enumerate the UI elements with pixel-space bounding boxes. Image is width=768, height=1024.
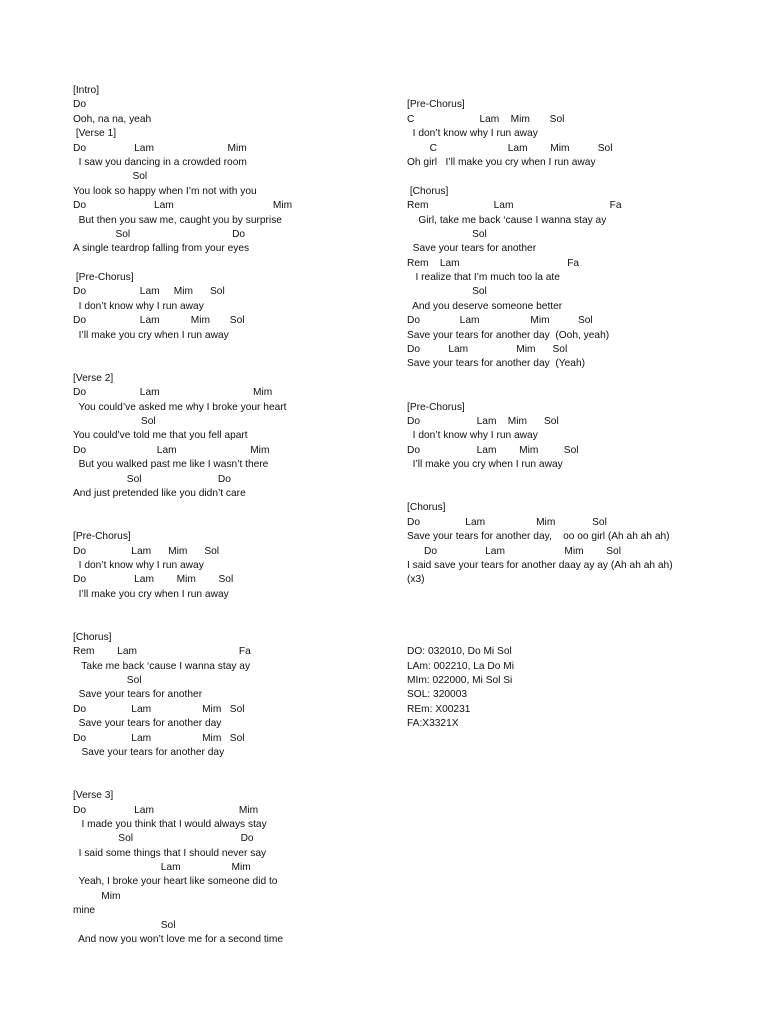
lyric-line: Sol [73, 919, 176, 931]
lyric-line: I’ll make you cry when I run away [73, 588, 229, 600]
lyric-line: Do Lam Mim [73, 200, 293, 212]
lyric-line: Do Lam Mim Sol [407, 545, 621, 557]
lyric-line: But you walked past me like I wasn’t there [73, 459, 269, 471]
lyric-line: You could’ve told me that you fell apart [73, 430, 248, 442]
lyric-line: A single teardrop falling from your eyes [73, 243, 250, 255]
lyric-line: Sol [73, 171, 148, 183]
lyric-line: Oh girl I’ll make you cry when I run away [407, 156, 596, 168]
lyric-line [407, 170, 697, 184]
lyric-line [407, 473, 697, 487]
lyric-line: mine [73, 905, 96, 917]
lyric-line: LAm: 002210, La Do Mi [407, 660, 515, 672]
lyric-line: Do Lam Mim Sol [407, 444, 579, 456]
lyric-line: Rem Lam Fa [407, 257, 580, 269]
lyric-line: Save your tears for another day (Ooh, yeah) [407, 329, 610, 341]
lyric-line: Save your tears for another day [73, 718, 222, 730]
lyrics-left-column [73, 84, 373, 947]
lyric-line: Take me back ‘cause I wanna stay ay [73, 660, 251, 672]
lyric-line: Do Lam Mim Sol [73, 315, 245, 327]
lyric-line [73, 516, 373, 530]
lyric-line [73, 616, 373, 630]
lyric-line [407, 616, 697, 630]
lyric-line: I said some things that I should never say [73, 847, 267, 859]
lyric-line: [Pre-Chorus] [73, 531, 131, 543]
lyric-line [407, 631, 697, 645]
lyric-line: [Chorus] [407, 502, 446, 514]
lyric-line: Save your tears for another [73, 689, 203, 701]
lyric-line: Do Lam Mim Sol [73, 703, 245, 715]
lyric-line: Sol Do [73, 473, 231, 485]
lyric-line: C Lam Mim Sol [407, 142, 613, 154]
lyric-line [407, 386, 697, 400]
lyric-line: Rem Lam Fa [407, 200, 622, 212]
lyric-line: Do Lam Mim [73, 444, 270, 456]
lyric-line: [Pre-Chorus] [73, 272, 134, 284]
lyric-line [73, 775, 373, 789]
lyric-line: (x3) [407, 574, 425, 586]
lyric-line: I don’t know why I run away [73, 559, 204, 571]
lyric-line: Girl, take me back ‘cause I wanna stay ay [407, 214, 607, 226]
lyric-line: Save your tears for another [407, 243, 537, 255]
lyric-line [407, 588, 697, 602]
lyric-line: FA:X3321X [407, 718, 459, 730]
lyric-line: Do Lam Mim Sol [407, 516, 607, 528]
lyric-line: Do Lam Mim [73, 804, 259, 816]
lyric-line [73, 602, 373, 616]
lyric-line: Save your tears for another day, oo oo girl (Ah ah ah ah) [407, 531, 670, 543]
lyric-line: I saw you dancing in a crowded room [73, 156, 247, 168]
lyric-line [73, 760, 373, 774]
lyric-line [407, 372, 697, 386]
lyric-line: And you deserve someone better [407, 300, 563, 312]
lyric-line: I’ll make you cry when I run away [73, 329, 229, 341]
lyric-line [73, 357, 373, 371]
lyric-line: Sol [73, 415, 156, 427]
lyric-line: Rem Lam Fa [73, 646, 251, 658]
lyric-line: [Pre-Chorus] [407, 99, 465, 111]
lyrics-right-column [407, 84, 697, 732]
lyric-line [407, 487, 697, 501]
lyric-line: MIm: 022000, Mi Sol Si [407, 675, 513, 687]
lyric-line: I realize that I’m much too la ate [407, 272, 560, 284]
lyric-line: [Verse 1] [73, 128, 117, 140]
lyric-line: And just pretended like you didn’t care [73, 487, 246, 499]
lyric-line: I don’t know why I run away [73, 300, 204, 312]
lyric-line [73, 501, 373, 515]
lyric-line: Sol Do [73, 833, 254, 845]
lyric-line: [Verse 2] [73, 372, 114, 384]
lyric-line [73, 257, 373, 271]
lyric-line: I don’t know why I run away [407, 128, 538, 140]
lyric-line: I’ll make you cry when I run away [407, 459, 563, 471]
lyric-line: REm: X00231 [407, 703, 471, 715]
lyric-line: I don’t know why I run away [407, 430, 538, 442]
lyric-line: Lam Mim [73, 862, 251, 874]
lyric-line: [Chorus] [73, 631, 112, 643]
lyric-line: Sol Do [73, 228, 246, 240]
lyric-line: DO: 032010, Do Mi Sol [407, 646, 512, 658]
lyric-line: You look so happy when I’m not with you [73, 185, 257, 197]
lyric-line: Do Lam Mim [73, 142, 247, 154]
lyric-line: I made you think that I would always stay [73, 818, 267, 830]
lyric-line: [Chorus] [407, 185, 449, 197]
lyric-line: C Lam Mim Sol [407, 113, 565, 125]
lyric-line: Do [73, 99, 87, 111]
lyric-line: SOL: 320003 [407, 689, 468, 701]
lyric-line: Do Lam Mim Sol [73, 732, 245, 744]
lyric-line: Do Lam Mim Sol [73, 574, 234, 586]
lyric-line: Save your tears for another day [73, 746, 225, 758]
lyric-line: Yeah, I broke your heart like someone did to [73, 876, 278, 888]
lyric-line: [Intro] [73, 85, 100, 96]
lyric-line: Do Lam Mim [73, 387, 273, 399]
lyric-line: Save your tears for another day (Yeah) [407, 358, 586, 370]
lyric-line [73, 343, 373, 357]
lyric-line: You could’ve asked me why I broke your heart [73, 401, 287, 413]
lyric-line: [Verse 3] [73, 790, 114, 802]
lyric-line: Do Lam Mim Sol [407, 415, 559, 427]
lyric-line: Sol [407, 286, 487, 298]
lyric-line: And now you won’t love me for a second time [73, 934, 284, 946]
lyric-line [407, 84, 697, 98]
lyric-line: Ooh, na na, yeah [73, 113, 152, 125]
lyric-line: Do Lam Mim Sol [407, 315, 593, 327]
lyric-line: [Pre-Chorus] [407, 401, 465, 413]
lyric-line [407, 602, 697, 616]
lyric-line: Sol [407, 228, 487, 240]
lyric-line: Do Lam Mim Sol [407, 344, 568, 356]
lyric-line: Do Lam Mim Sol [73, 286, 225, 298]
lyric-line: But then you saw me, caught you by surprise [73, 214, 282, 226]
lyric-line: I said save your tears for another daay ay ay (Ah ah ah ah) [407, 559, 673, 571]
lyric-line: Mim [73, 890, 121, 902]
lyric-line: Sol [73, 675, 142, 687]
lyric-line: Do Lam Mim Sol [73, 545, 220, 557]
